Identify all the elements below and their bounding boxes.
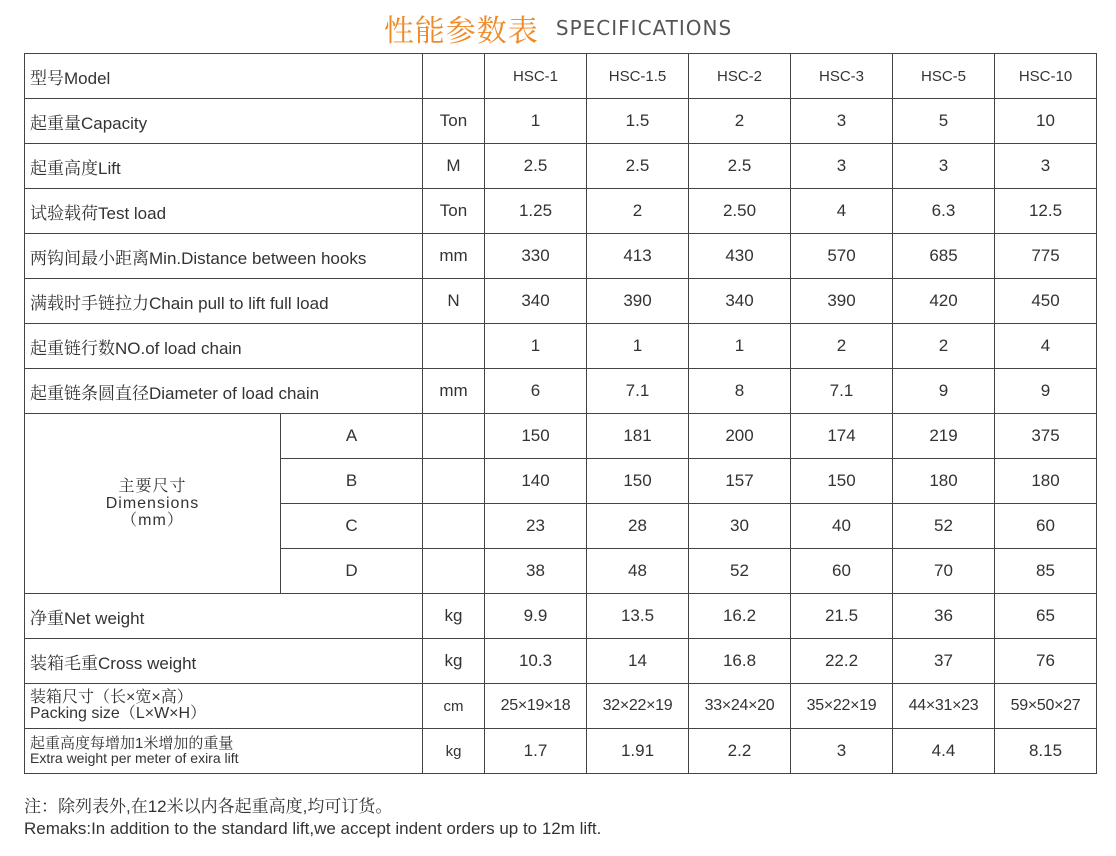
value-cell: 13.5 (587, 594, 689, 639)
row-unit (423, 414, 485, 459)
packing-row (25, 684, 1097, 729)
row-label: 起重量Capacity (25, 99, 423, 144)
value-cell: 390 (791, 279, 893, 324)
value-cell: 1.5 (587, 99, 689, 144)
model-cell: HSC-1.5 (587, 54, 689, 99)
value-cell: 2.2 (689, 729, 791, 774)
value-cell: 420 (893, 279, 995, 324)
row-label: 装箱毛重Cross weight (25, 639, 423, 684)
value-cell: 10 (995, 99, 1097, 144)
value-cell: 6.3 (893, 189, 995, 234)
label-line-cn: 起重高度每增加1米增加的重量 (30, 735, 234, 752)
value-cell: 1 (689, 324, 791, 369)
value-cell: 1.91 (587, 729, 689, 774)
dimension-key: A (281, 414, 423, 459)
row-label: 试验载荷Test load (25, 189, 423, 234)
page-title (0, 6, 1116, 50)
value-cell: 2 (587, 189, 689, 234)
spec-row (25, 279, 1097, 324)
value-cell: 22.2 (791, 639, 893, 684)
row-unit: mm (423, 234, 485, 279)
value-cell: 70 (893, 549, 995, 594)
value-cell: 52 (893, 504, 995, 549)
model-cell: HSC-3 (791, 54, 893, 99)
extra-weight-label (25, 729, 423, 774)
value-cell: 2.5 (689, 144, 791, 189)
row-label: 起重高度Lift (25, 144, 423, 189)
value-cell: 3 (791, 99, 893, 144)
value-cell: 450 (995, 279, 1097, 324)
value-cell: 12.5 (995, 189, 1097, 234)
value-cell: 1 (587, 324, 689, 369)
value-cell: 28 (587, 504, 689, 549)
spec-table (24, 53, 1097, 774)
value-cell: 52 (689, 549, 791, 594)
note-en: Remaks:In addition to the standard lift,we accept indent orders up to 12m lift. (24, 819, 602, 838)
value-cell: 2.5 (485, 144, 587, 189)
spec-row (25, 594, 1097, 639)
value-cell: 30 (689, 504, 791, 549)
value-cell: 157 (689, 459, 791, 504)
value-cell: 3 (893, 144, 995, 189)
value-cell: 430 (689, 234, 791, 279)
row-unit: kg (423, 639, 485, 684)
value-cell: 9 (893, 369, 995, 414)
spec-row (25, 369, 1097, 414)
value-cell: 2 (689, 99, 791, 144)
value-cell: 140 (485, 459, 587, 504)
value-cell: 1 (485, 324, 587, 369)
title-cn: 性能参数表 (383, 14, 539, 49)
value-cell: 4 (791, 189, 893, 234)
value-cell: 775 (995, 234, 1097, 279)
extra-weight-row (25, 729, 1097, 774)
value-cell: 3 (995, 144, 1097, 189)
value-cell: 2.5 (587, 144, 689, 189)
value-cell: 150 (791, 459, 893, 504)
value-cell: 60 (791, 549, 893, 594)
row-unit: Ton (423, 189, 485, 234)
value-cell: 1.25 (485, 189, 587, 234)
value-cell: 413 (587, 234, 689, 279)
value-cell: 7.1 (791, 369, 893, 414)
value-cell: 8.15 (995, 729, 1097, 774)
value-cell: 1.7 (485, 729, 587, 774)
spec-row (25, 324, 1097, 369)
row-label: 起重链条圆直径Diameter of load chain (25, 369, 423, 414)
value-cell: 390 (587, 279, 689, 324)
value-cell: 59×50×27 (995, 684, 1097, 729)
value-cell: 570 (791, 234, 893, 279)
value-cell: 180 (995, 459, 1097, 504)
spec-row (25, 639, 1097, 684)
value-cell: 2.50 (689, 189, 791, 234)
spec-row (25, 189, 1097, 234)
value-cell: 2 (893, 324, 995, 369)
value-cell: 21.5 (791, 594, 893, 639)
header-unit (423, 54, 485, 99)
value-cell: 10.3 (485, 639, 587, 684)
row-unit: mm (423, 369, 485, 414)
spec-row (25, 99, 1097, 144)
header-row (25, 54, 1097, 99)
row-label: 起重链行数NO.of load chain (25, 324, 423, 369)
value-cell: 4 (995, 324, 1097, 369)
dimensions-label-line: Dimensions (105, 495, 200, 512)
value-cell: 2 (791, 324, 893, 369)
value-cell: 38 (485, 549, 587, 594)
row-unit: kg (423, 729, 485, 774)
model-cell: HSC-10 (995, 54, 1097, 99)
model-cell: HSC-1 (485, 54, 587, 99)
header-label: 型号Model (25, 54, 423, 99)
value-cell: 16.2 (689, 594, 791, 639)
value-cell: 375 (995, 414, 1097, 459)
value-cell: 16.8 (689, 639, 791, 684)
value-cell: 6 (485, 369, 587, 414)
value-cell: 40 (791, 504, 893, 549)
dimensions-label-line: （mm） (121, 512, 184, 529)
value-cell: 35×22×19 (791, 684, 893, 729)
label-line-cn: 装箱尺寸（长×宽×高） (30, 689, 193, 706)
value-cell: 9 (995, 369, 1097, 414)
value-cell: 37 (893, 639, 995, 684)
row-label: 净重Net weight (25, 594, 423, 639)
value-cell: 3 (791, 144, 893, 189)
value-cell: 200 (689, 414, 791, 459)
notes (24, 796, 601, 840)
model-cell: HSC-2 (689, 54, 791, 99)
value-cell: 4.4 (893, 729, 995, 774)
dimension-key: C (281, 504, 423, 549)
value-cell: 180 (893, 459, 995, 504)
value-cell: 5 (893, 99, 995, 144)
row-unit (423, 549, 485, 594)
row-label: 两钩间最小距离Min.Distance between hooks (25, 234, 423, 279)
value-cell: 219 (893, 414, 995, 459)
spec-row (25, 144, 1097, 189)
value-cell: 76 (995, 639, 1097, 684)
dimension-key: B (281, 459, 423, 504)
row-unit: N (423, 279, 485, 324)
row-unit (423, 459, 485, 504)
value-cell: 3 (791, 729, 893, 774)
spec-row (25, 234, 1097, 279)
value-cell: 1 (485, 99, 587, 144)
model-cell: HSC-5 (893, 54, 995, 99)
value-cell: 685 (893, 234, 995, 279)
dimensions-label-line: 主要尺寸 (118, 478, 187, 495)
row-unit: Ton (423, 99, 485, 144)
value-cell: 65 (995, 594, 1097, 639)
value-cell: 181 (587, 414, 689, 459)
dimension-key: D (281, 549, 423, 594)
value-cell: 330 (485, 234, 587, 279)
row-unit (423, 324, 485, 369)
note-cn: 注：除列表外,在12米以内各起重高度,均可订货。 (24, 797, 393, 816)
value-cell: 9.9 (485, 594, 587, 639)
value-cell: 33×24×20 (689, 684, 791, 729)
label-line-en: Packing size（L×W×H） (30, 705, 207, 722)
value-cell: 340 (689, 279, 791, 324)
value-cell: 14 (587, 639, 689, 684)
row-unit: M (423, 144, 485, 189)
value-cell: 32×22×19 (587, 684, 689, 729)
packing-label (25, 684, 423, 729)
row-unit (423, 504, 485, 549)
value-cell: 340 (485, 279, 587, 324)
dimension-row (25, 414, 1097, 459)
value-cell: 48 (587, 549, 689, 594)
value-cell: 174 (791, 414, 893, 459)
value-cell: 44×31×23 (893, 684, 995, 729)
row-label: 满载时手链拉力Chain pull to lift full load (25, 279, 423, 324)
value-cell: 36 (893, 594, 995, 639)
value-cell: 150 (587, 459, 689, 504)
value-cell: 25×19×18 (485, 684, 587, 729)
row-unit: cm (423, 684, 485, 729)
row-unit: kg (423, 594, 485, 639)
value-cell: 85 (995, 549, 1097, 594)
value-cell: 150 (485, 414, 587, 459)
value-cell: 7.1 (587, 369, 689, 414)
value-cell: 23 (485, 504, 587, 549)
label-line-en: Extra weight per meter of exira lift (30, 750, 239, 766)
value-cell: 60 (995, 504, 1097, 549)
title-en: SPECIFICATIONS (555, 16, 733, 40)
dimensions-label (25, 414, 281, 594)
value-cell: 8 (689, 369, 791, 414)
